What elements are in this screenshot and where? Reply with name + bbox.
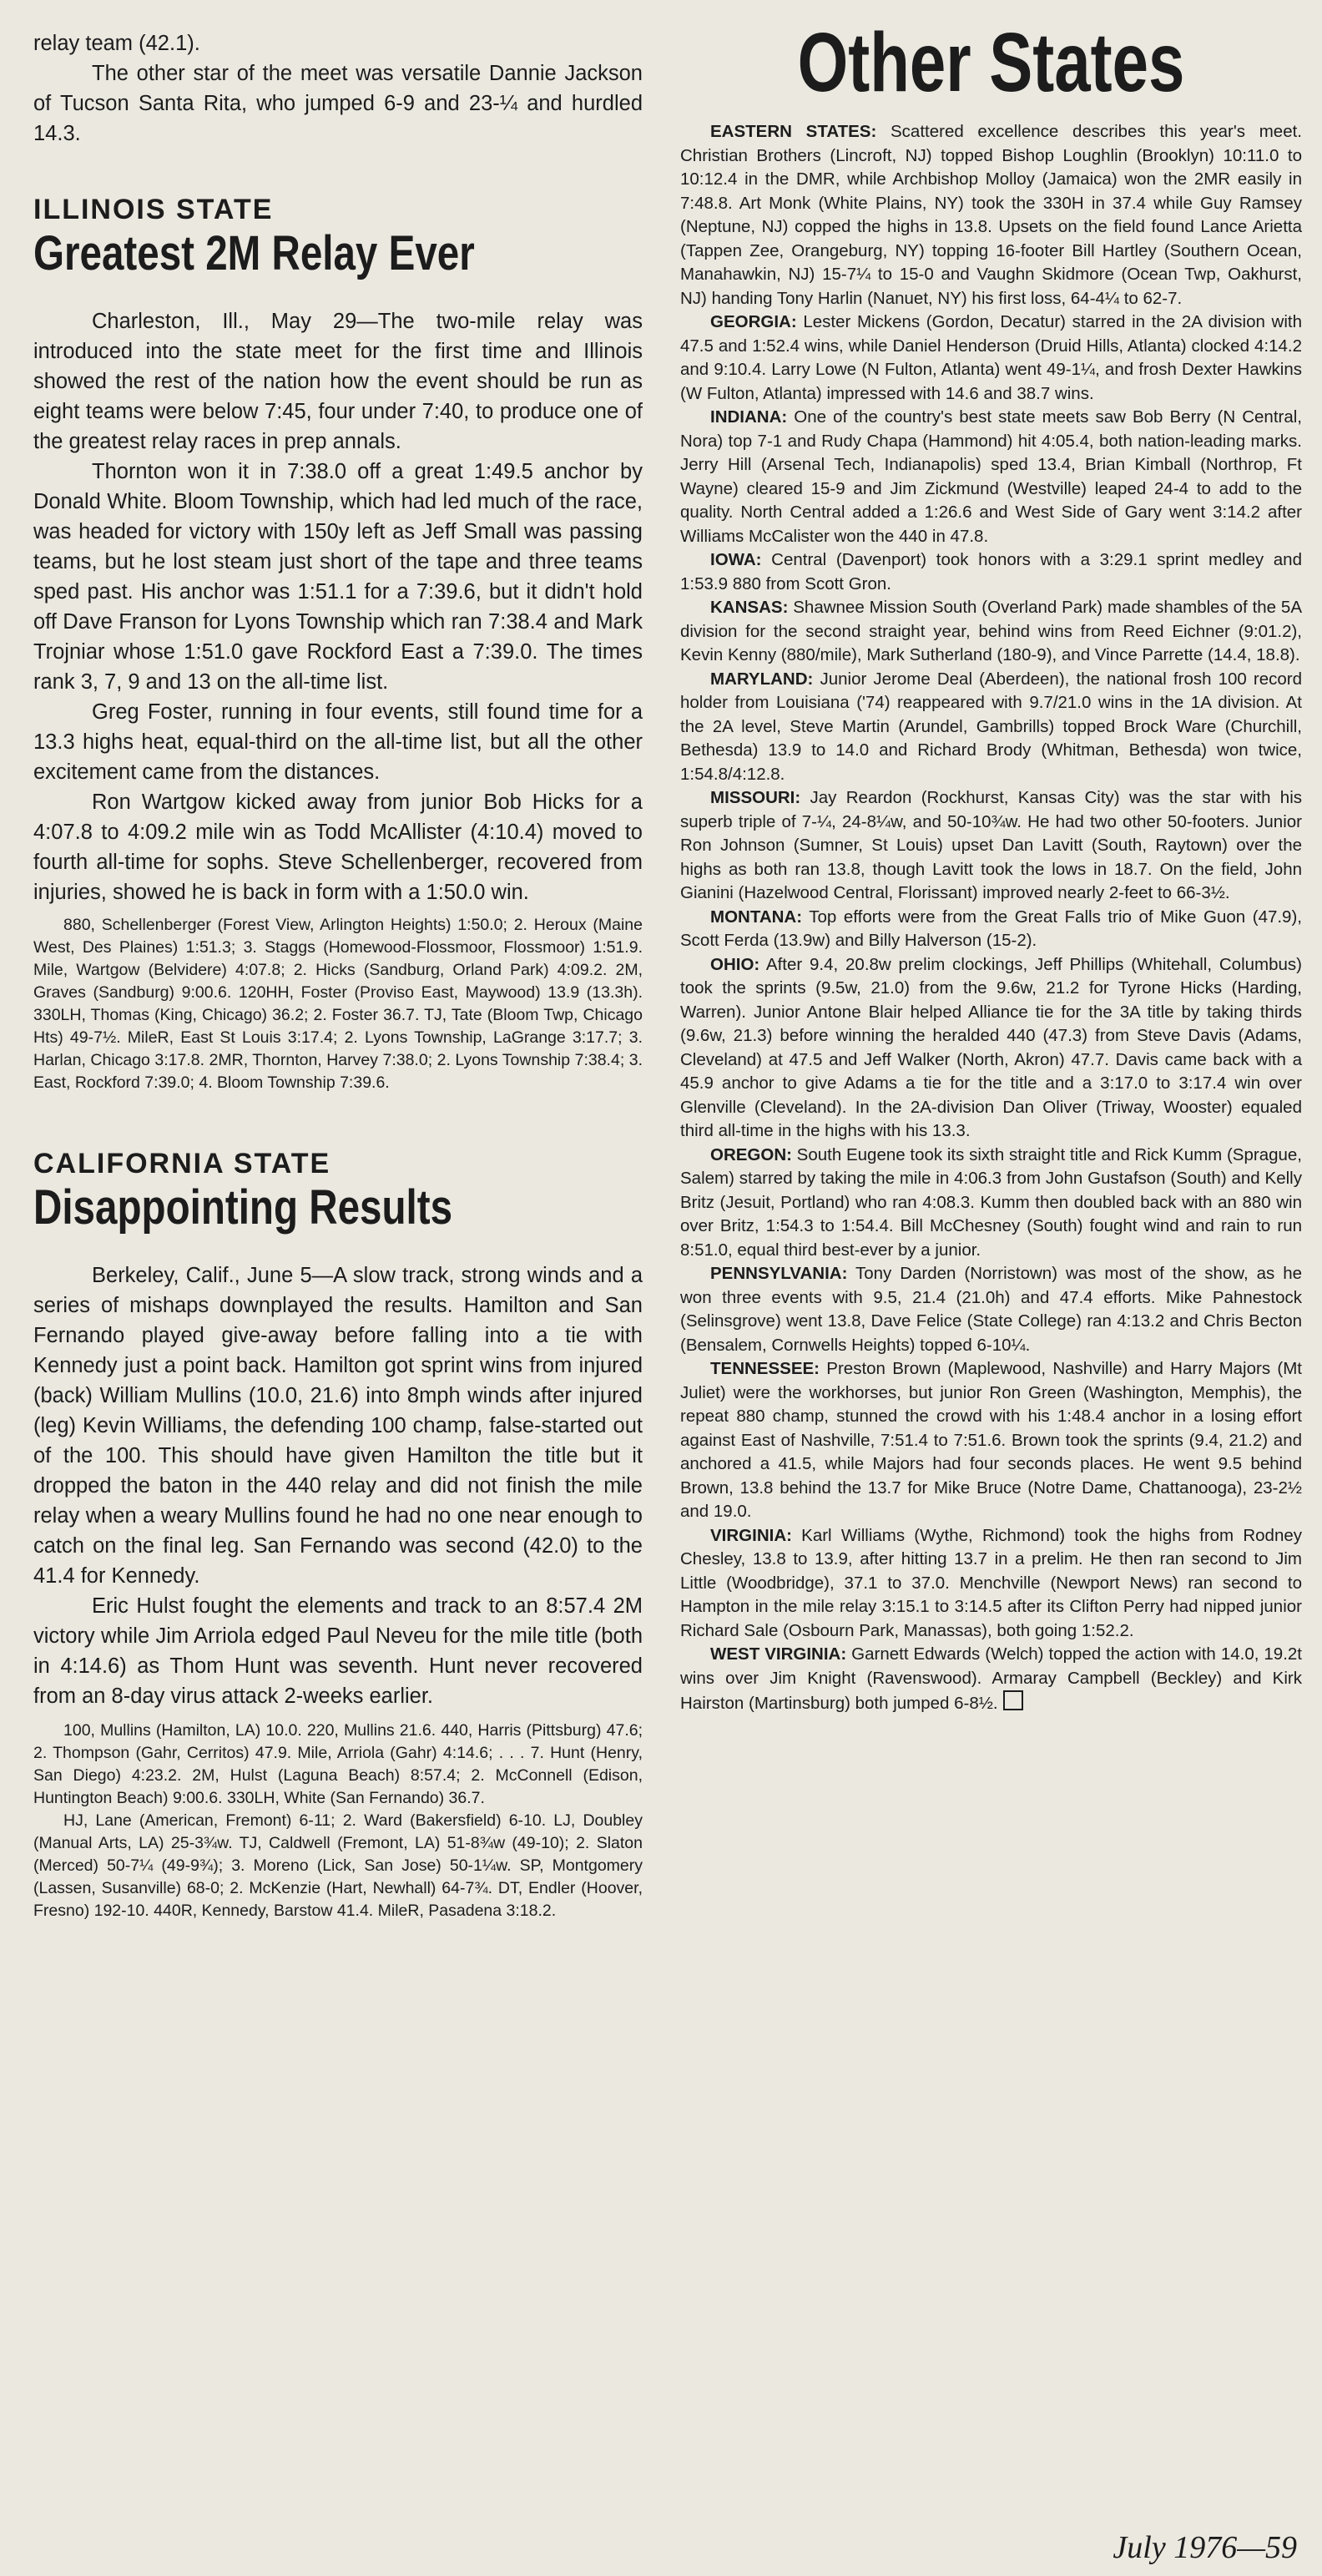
state-name: MONTANA: [710,907,803,927]
state-text: South Eugene took its sixth straight title and Rick Kumm (Sprague, Salem) starred by taking the mile in 4:06.3 from John Gustafson (South) and Kelly Britz (Jesuit, Portland) who ran 4:08.3. Kumm then doubled back with an 880 win over Britz, 1:54.3 to 1:54.4. Bill McChesney (South) fought wind and rain to run 8:51.0, equal third best-ever by a junior. [680,1144,1302,1260]
state-name: PENNSYLVANIA: [710,1264,848,1283]
left-column [33,0,643,1922]
page-folio: July 1976—59 [1113,2530,1297,2565]
state-paragraph [680,548,1302,596]
state-text: Top efforts were from the Great Falls trio of Mike Guon (47.9), Scott Ferda (13.9w) and Billy Halverson (15-2). [680,907,1302,950]
state-text: Preston Brown (Maplewood, Nashville) and Harry Majors (Mt Juliet) were the workhorses, but junior Ron Green (Washington, Memphis), the repeat 880 champ, stunned the crowd with his 1:48.4 anchor in a losing effort against East of Nashville, 7:51.4 to 7:51.6. Brown took the sprints (9.4, 21.2) and anchored a 41.5, while Majors had four seconds places. He went 9.5 behind Brown, 13.8 behind the 13.7 for Mike Bruce (Notre Dame, Chattanooga), 23-2½ and 19.0. [680,1359,1302,1521]
california-kicker: CALIFORNIA STATE [33,1148,331,1179]
state-name: WEST VIRGINIA: [710,1644,847,1664]
state-paragraph [680,1144,1302,1263]
state-paragraph [680,1524,1302,1644]
california-paragraph: Berkeley, Calif., June 5—A slow track, strong winds and a series of mishaps downplayed the results. Hamilton and San Fernando played give-away before falling into a tie with Kennedy just a point back. Hamilton got sprint wins from injured (back) William Mullins (10.0, 21.6) into 8mph winds after injured (leg) Kevin Williams, the defending 100 champ, false-started out of the 100. This should have given Hamilton the title but it dropped the baton in the 440 relay and did not finish the mile relay when a weary Mullins found he had no one near enough to catch on the final leg. San Fernando was second (42.0) to the 41.4 for Kennedy. [33,1264,643,1588]
state-paragraph [680,668,1302,787]
right-column [680,0,1302,1716]
state-paragraph [680,786,1302,906]
state-text: Lester Mickens (Gordon, Decatur) starred in the 2A division with 47.5 and 1:52.4 wins, while Daniel Henderson (Druid Hills, Atlanta) clocked 4:14.2 and 9:10.4. Larry Lowe (N Fulton, Atlanta) went 49-1¼, and frosh Dexter Hawkins (W Fulton, Atlanta) impressed with 14.6 and 38.7 wins. [680,312,1302,403]
state-name: OREGON: [710,1144,792,1164]
state-text: Central (Davenport) took honors with a 3:29.1 sprint medley and 1:53.9 880 from Scott Gron. [680,550,1302,593]
illinois-paragraph: Greg Foster, running in four events, still found time for a 13.3 highs heat, equal-third on the all-time list, but all the other excitement came from the distances. [33,700,643,784]
illinois-headline: Greatest 2M Relay Ever [33,226,475,280]
state-name: OHIO: [710,954,760,974]
state-name: VIRGINIA: [710,1525,792,1545]
state-name: MARYLAND: [710,669,814,689]
state-text: One of the country's best state meets saw Bob Berry (N Central, Nora) top 7-1 and Rudy Chapa (Hammond) hit 4:05.4, both nation-leading marks. Jerry Hill (Arsenal Tech, Indianapolis) sped 13.4, Brian Kimball (Northrop, Ft Wayne) cleared 15-9 and Jim Zickmund (Westville) leaped 24-4 to add to the quality. North Central added a 1:26.6 and West Side of Gary went 3:14.2 after Williams McCalister won the 440 in 47.8. [680,407,1302,546]
california-headline: Disappointing Results [33,1180,453,1235]
state-text: After 9.4, 20.8w prelim clockings, Jeff Phillips (Whitehall, Columbus) took the sprints (9.5w, 21.0) from the 9.6w, 21.2 for Tyrone Hicks (Harding, Warren). Junior Antone Blair helped Alliance tie for the 3A title by taking thirds (9.6w, 21.3) before winning the heralded 440 (47.3) from Steve Davis (Adams, Cleveland) at 47.5 and Jeff Walker (North, Akron) 47.7. Davis came back with a 45.9 anchor to give Adams a tie for the title and a 3:17.0 to 3:17.4 win over Glenville (Cleveland). In the 2A-division Dan Oliver (Triway, Wooster) equaled third all-time in the highs with his 13.3. [680,954,1302,1140]
other-states-title: Other States [797,16,1185,109]
state-paragraph [680,906,1302,953]
illinois-results: 880, Schellenberger (Forest View, Arlington Heights) 1:50.0; 2. Heroux (Maine West, Des Plaines) 1:51.3; 3. Staggs (Homewood-Flossmoor, Flossmoor) 1:51.9. Mile, Wartgow (Belvidere) 4:07.8; 2. Hicks (Sandburg, Orland Park) 4:09.2. 2M, Graves (Sandburg) 9:00.6. 120HH, Foster (Proviso East, Maywood) 13.9 (13.3h). 330LH, Thomas (King, Chicago) 36.2; 2. Foster 36.7. TJ, Tate (Bloom Twp, Chicago Hts) 49-7½. MileR, East St Louis 3:17.4; 2. Lyons Township, LaGrange 3:17.7; 3. Harlan, Chicago 3:17.8. 2MR, Thornton, Harvey 7:38.0; 2. Lyons Township 7:38.4; 3. East, Rockford 7:39.0; 4. Bloom Township 7:39.6. [33,916,643,1092]
state-name: MISSOURI: [710,788,801,807]
state-paragraph [680,953,1302,1144]
state-name: EASTERN STATES: [710,122,877,141]
illinois-kicker: ILLINOIS STATE [33,194,274,225]
state-text: Junior Jerome Deal (Aberdeen), the national frosh 100 record holder from Louisiana ('74) reappeared with 9.7/21.0 wins in the 1A division. At the 2A level, Steve Martin (Arundel, Gambrills) topped Brock Ware (Churchill, Bethesda) 13.9 to 14.0 and Richard Brody (Whitman, Bethesda) won twice, 1:54.8/4:12.8. [680,669,1302,784]
state-paragraph [680,1357,1302,1524]
end-mark-icon [1003,1690,1023,1710]
state-name: GEORGIA: [710,312,797,331]
state-text: Garnett Edwards (Welch) topped the action with 14.0, 19.2t wins over Jim Knight (Ravenswood). Armaray Campbell (Beckley) and Kirk Hairston (Martinsburg) both jumped 6-8½. [680,1644,1302,1713]
state-paragraph [680,120,1302,311]
state-paragraph [680,1643,1302,1716]
state-paragraph [680,406,1302,548]
illinois-paragraph: Ron Wartgow kicked away from junior Bob Hicks for a 4:07.8 to 4:09.2 mile win as Todd McAllister (4:10.4) moved to fourth all-time for sophs. Steve Schellenberger, recovered from injuries, showed he is back in form with a 1:50.0 win. [33,790,643,904]
state-text: Tony Darden (Norristown) was most of the show, as he won three events with 9.5, 21.4 (21.0h) and 47.4 efforts. Mike Pahnestock (Selinsgrove) went 13.8, Dave Felice (State College) ran 4:13.2 and Chris Becton (Bensalem, Cornwells Heights) topped 6-10¼. [680,1264,1302,1355]
state-paragraph [680,596,1302,668]
carryover-paragraph: The other star of the meet was versatile Dannie Jackson of Tucson Santa Rita, who jumped 6-9 and 23-¼ and hurdled 14.3. [33,62,643,145]
illinois-paragraph: Thornton won it in 7:38.0 off a great 1:49.5 anchor by Donald White. Bloom Township, which had led much of the race, was headed for victory with 150y left as Jeff Small was passing teams, but he lost steam just short of the tape and three teams sped past. His anchor was 1:51.1 for a 7:39.6, but it didn't hold off Dave Franson for Lyons Township which ran 7:38.4 and Mark Trojniar whose 1:51.0 gave Rockford East a 7:39.0. The times rank 3, 7, 9 and 13 on the all-time list. [33,460,643,694]
state-roundups [680,120,1302,1716]
carryover-line: relay team (42.1). [33,32,200,55]
state-text: Karl Williams (Wythe, Richmond) took the highs from Rodney Chesley, 13.8 to 13.9, after hitting 13.7 in a prelim. He then ran second to Jim Little (Woodbridge), 37.1 to 37.0. Menchville (Newport News) ran second to Hampton in the mile relay 3:15.1 to 3:14.5 after its Clifton Perry had nipped junior Richard Sale (Osbourn Park, Manassas), both going 1:52.2. [680,1525,1302,1640]
california-results: 100, Mullins (Hamilton, LA) 10.0. 220, Mullins 21.6. 440, Harris (Pittsburg) 47.6; 2. Thompson (Gahr, Cerritos) 47.9. Mile, Arriola (Gahr) 4:14.6; . . . 7. Hunt (Henry, San Diego) 4:23.2. 2M, Hulst (Laguna Beach) 8:57.4; 2. McConnell (Edison, Huntington Beach) 9:00.6. 330LH, White (San Fernando) 36.7. [33,1721,643,1807]
california-results: HJ, Lane (American, Fremont) 6-11; 2. Ward (Bakersfield) 6-10. LJ, Doubley (Manual Arts, LA) 25-3¾w. TJ, Caldwell (Fremont, LA) 51-8¾w (49-10); 2. Slaton (Merced) 50-7¼ (49-9¾); 3. Moreno (Lick, San Jose) 50-1¼w. SP, Montgomery (Lassen, Susanville) 68-0; 2. McKenzie (Hart, Newhall) 64-7¾. DT, Endler (Hoover, Fresno) 192-10. 440R, Kennedy, Barstow 41.4. MileR, Pasadena 3:18.2. [33,1811,643,1920]
state-name: IOWA: [710,550,762,569]
state-text: Scattered excellence describes this year's meet. Christian Brothers (Lincroft, NJ) topped Bishop Loughlin (Brooklyn) 10:11.0 to 10:12.4 in the DMR, while Archbishop Molloy (Jamaica) won the 2MR easily in 7:48.8. Art Monk (White Plains, NY) took the 330H in 37.4 while Guy Ramsey (Neptune, NJ) copped the highs in 13.8. Upsets on the field found Lance Arietta (Tappen Zee, Orangeburg, NY) topping 16-footer Bill Hartley (Southern Ocean, Manahawkin, NJ) 15-7¼ to 15-0 and Vaughn Skidmore (Ocean Twp, Oakhurst, NJ) handing Tony Harlin (Nanuet, NY) his first loss, 64-4¼ to 62-7. [680,122,1303,308]
state-paragraph [680,311,1302,406]
state-name: INDIANA: [710,407,788,427]
illinois-paragraph: Charleston, Ill., May 29—The two-mile relay was introduced into the state meet for the first time and Illinois showed the rest of the nation how the event should be run as eight teams were below 7:45, four under 7:40, to produce one of the greatest relay races in prep annals. [33,310,643,453]
california-paragraph: Eric Hulst fought the elements and track to an 8:57.4 2M victory while Jim Arriola edged Paul Neveu for the mile title (both in 4:14.6) as Thom Hunt was seventh. Hunt never recovered from an 8-day virus attack 2-weeks earlier. [33,1594,643,1708]
state-text: Jay Reardon (Rockhurst, Kansas City) was the star with his superb triple of 7-¼, 24-8¼w, and 50-10¾w. He had two other 50-footers. Junior Ron Johnson (Sumner, St Louis) upset Dan Lavitt (South, Raytown) over the highs as both ran 13.8, though Lavitt took the lows in 18.7. On the field, John Gianini (Hazelwood Central, Florissant) improved nearly 2-feet to 66-3½. [680,788,1302,902]
state-name: KANSAS: [710,598,789,617]
state-name: TENNESSEE: [710,1359,820,1378]
state-text: Shawnee Mission South (Overland Park) made shambles of the 5A division for the second straight year, behind wins from Reed Eichner (9:01.2), Kevin Kenny (880/mile), Mark Sutherland (180-9), and Vince Parrette (14.4, 18.8). [680,598,1302,664]
state-paragraph [680,1262,1302,1357]
